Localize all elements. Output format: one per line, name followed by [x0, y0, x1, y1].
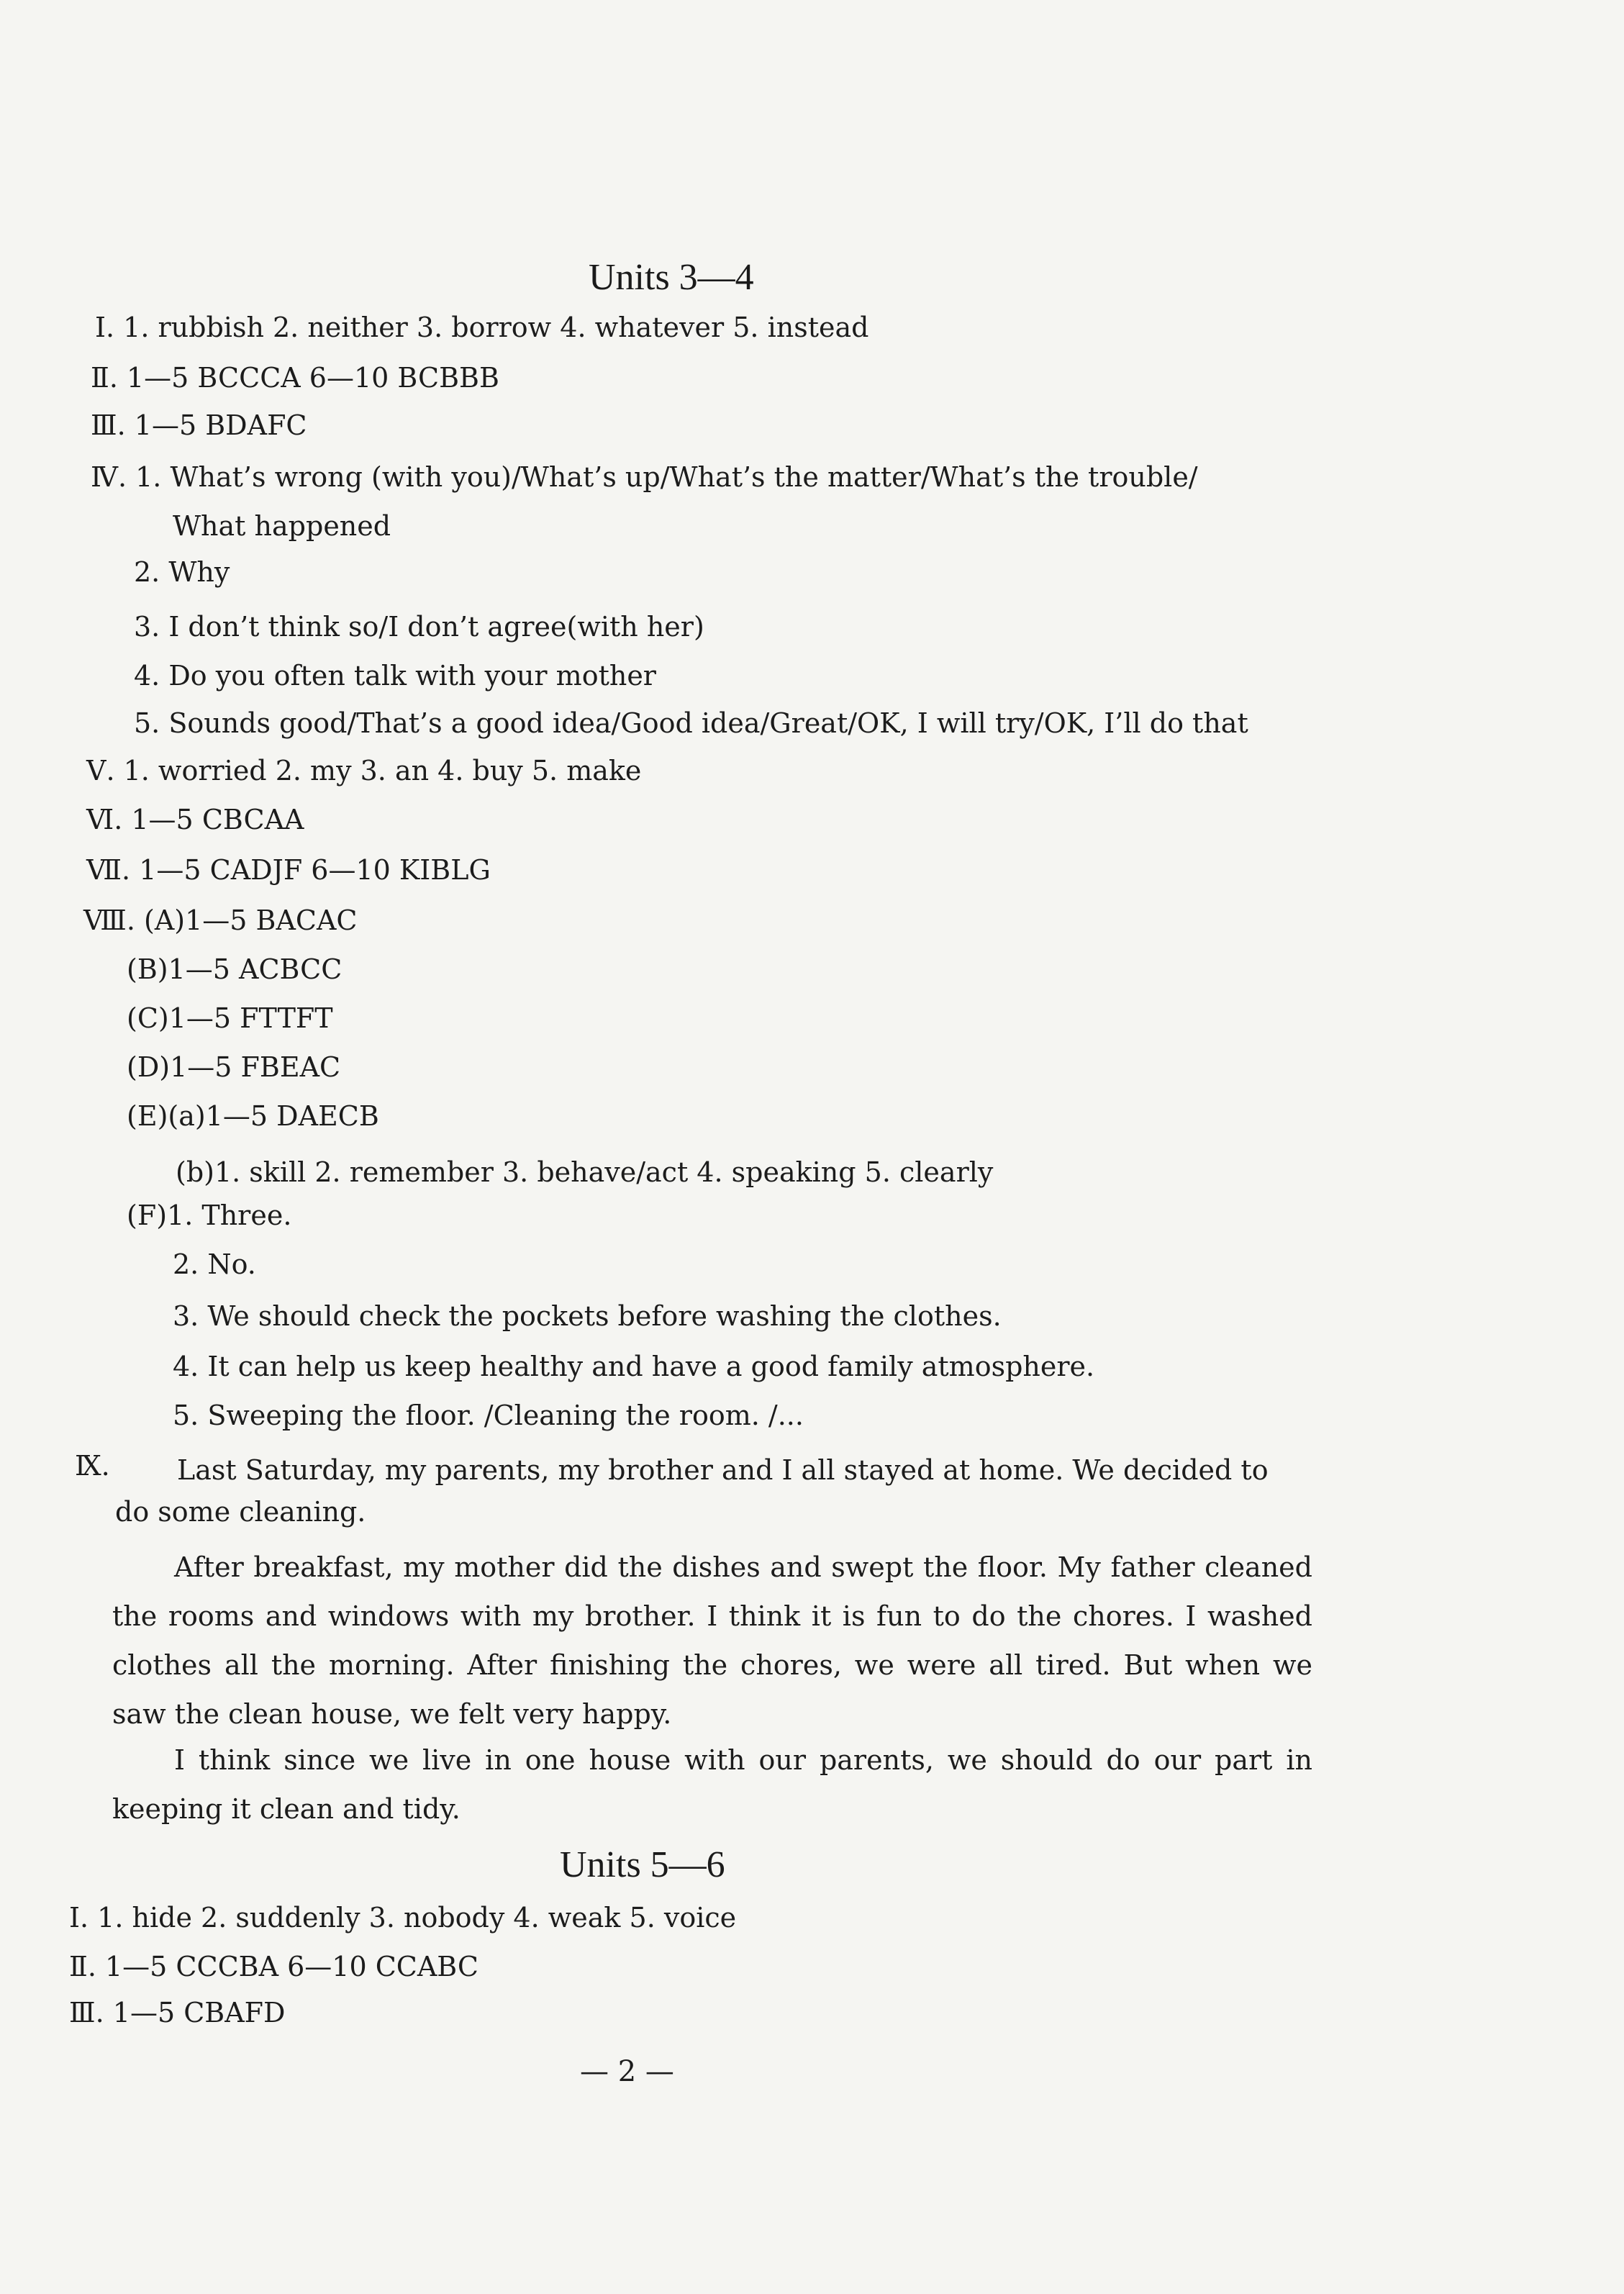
part-8-f-4: 4. It can help us keep healthy and have a good family atmosphere.	[173, 1351, 1095, 1382]
part-9-paragraph-2: After breakfast, my mother did the dishes and swept the floor. My father cleaned the rooms and windows with my brother. I think it is fun to do the chores. I washed clothes all the morning. After finishing the chores, we were all tired. But when we saw the clean house, we felt very happy.	[112, 1551, 1312, 1730]
part-8-a: Ⅷ. (A)1—5 BACAC	[83, 905, 358, 936]
part-9-paragraph-1-line-2: do some cleaning.	[115, 1496, 366, 1528]
units56-part-3: Ⅲ. 1—5 CBAFD	[69, 1997, 286, 2028]
page-number: — 2 —	[580, 2055, 674, 2088]
part-2-answers: Ⅱ. 1—5 BCCCA 6—10 BCBBB	[91, 362, 499, 394]
part-9-label: Ⅸ.	[75, 1450, 110, 1482]
section-title-units-3-4: Units 3—4	[589, 257, 754, 298]
part-9-paragraph-3: I think since we live in one house with our parents, we should do our part in keeping it clean and tidy.	[112, 1744, 1312, 1825]
part-8-f-1: (F)1. Three.	[127, 1200, 292, 1231]
part-1-vocabulary: Ⅰ. 1. rubbish 2. neither 3. borrow 4. whatever 5. instead	[95, 312, 869, 343]
part-9-paragraph-1-line-1: Last Saturday, my parents, my brother and I all stayed at home. We decided to	[177, 1454, 1269, 1486]
part-8-c: (C)1—5 FTTFT	[127, 1002, 333, 1034]
part-5-answers: Ⅴ. 1. worried 2. my 3. an 4. buy 5. make	[86, 755, 642, 786]
part-4-item-2: 2. Why	[134, 556, 230, 588]
part-8-f-3: 3. We should check the pockets before washing the clothes.	[173, 1300, 1002, 1332]
part-8-e-b: (b)1. skill 2. remember 3. behave/act 4. speaking 5. clearly	[176, 1156, 994, 1188]
part-4-item-3: 3. I don’t think so/I don’t agree(with her)	[134, 611, 704, 643]
part-8-f-5: 5. Sweeping the floor. /Cleaning the room. /...	[173, 1400, 804, 1431]
section-title-units-5-6: Units 5—6	[560, 1844, 725, 1885]
part-8-e-a: (E)(a)1—5 DAECB	[127, 1100, 379, 1132]
part-8-f-2: 2. No.	[173, 1248, 256, 1280]
units56-part-1: Ⅰ. 1. hide 2. suddenly 3. nobody 4. weak 5. voice	[69, 1902, 737, 1933]
part-6-answers: Ⅵ. 1—5 CBCAA	[86, 804, 304, 835]
part-7-answers: Ⅶ. 1—5 CADJF 6—10 KIBLG	[86, 854, 491, 886]
part-4-item-1: Ⅳ. 1. What’s wrong (with you)/What’s up/What’s the matter/What’s the trouble/	[91, 461, 1198, 493]
part-4-item-1-continued: What happened	[173, 510, 391, 542]
part-3-answers: Ⅲ. 1—5 BDAFC	[91, 409, 307, 441]
units56-part-2: Ⅱ. 1—5 CCCBA 6—10 CCABC	[69, 1951, 478, 1982]
part-4-item-4: 4. Do you often talk with your mother	[134, 660, 656, 692]
part-8-b: (B)1—5 ACBCC	[127, 953, 343, 985]
part-4-item-5: 5. Sounds good/That’s a good idea/Good idea/Great/OK, I will try/OK, I’ll do that	[134, 707, 1248, 739]
part-8-d: (D)1—5 FBEAC	[127, 1051, 341, 1083]
